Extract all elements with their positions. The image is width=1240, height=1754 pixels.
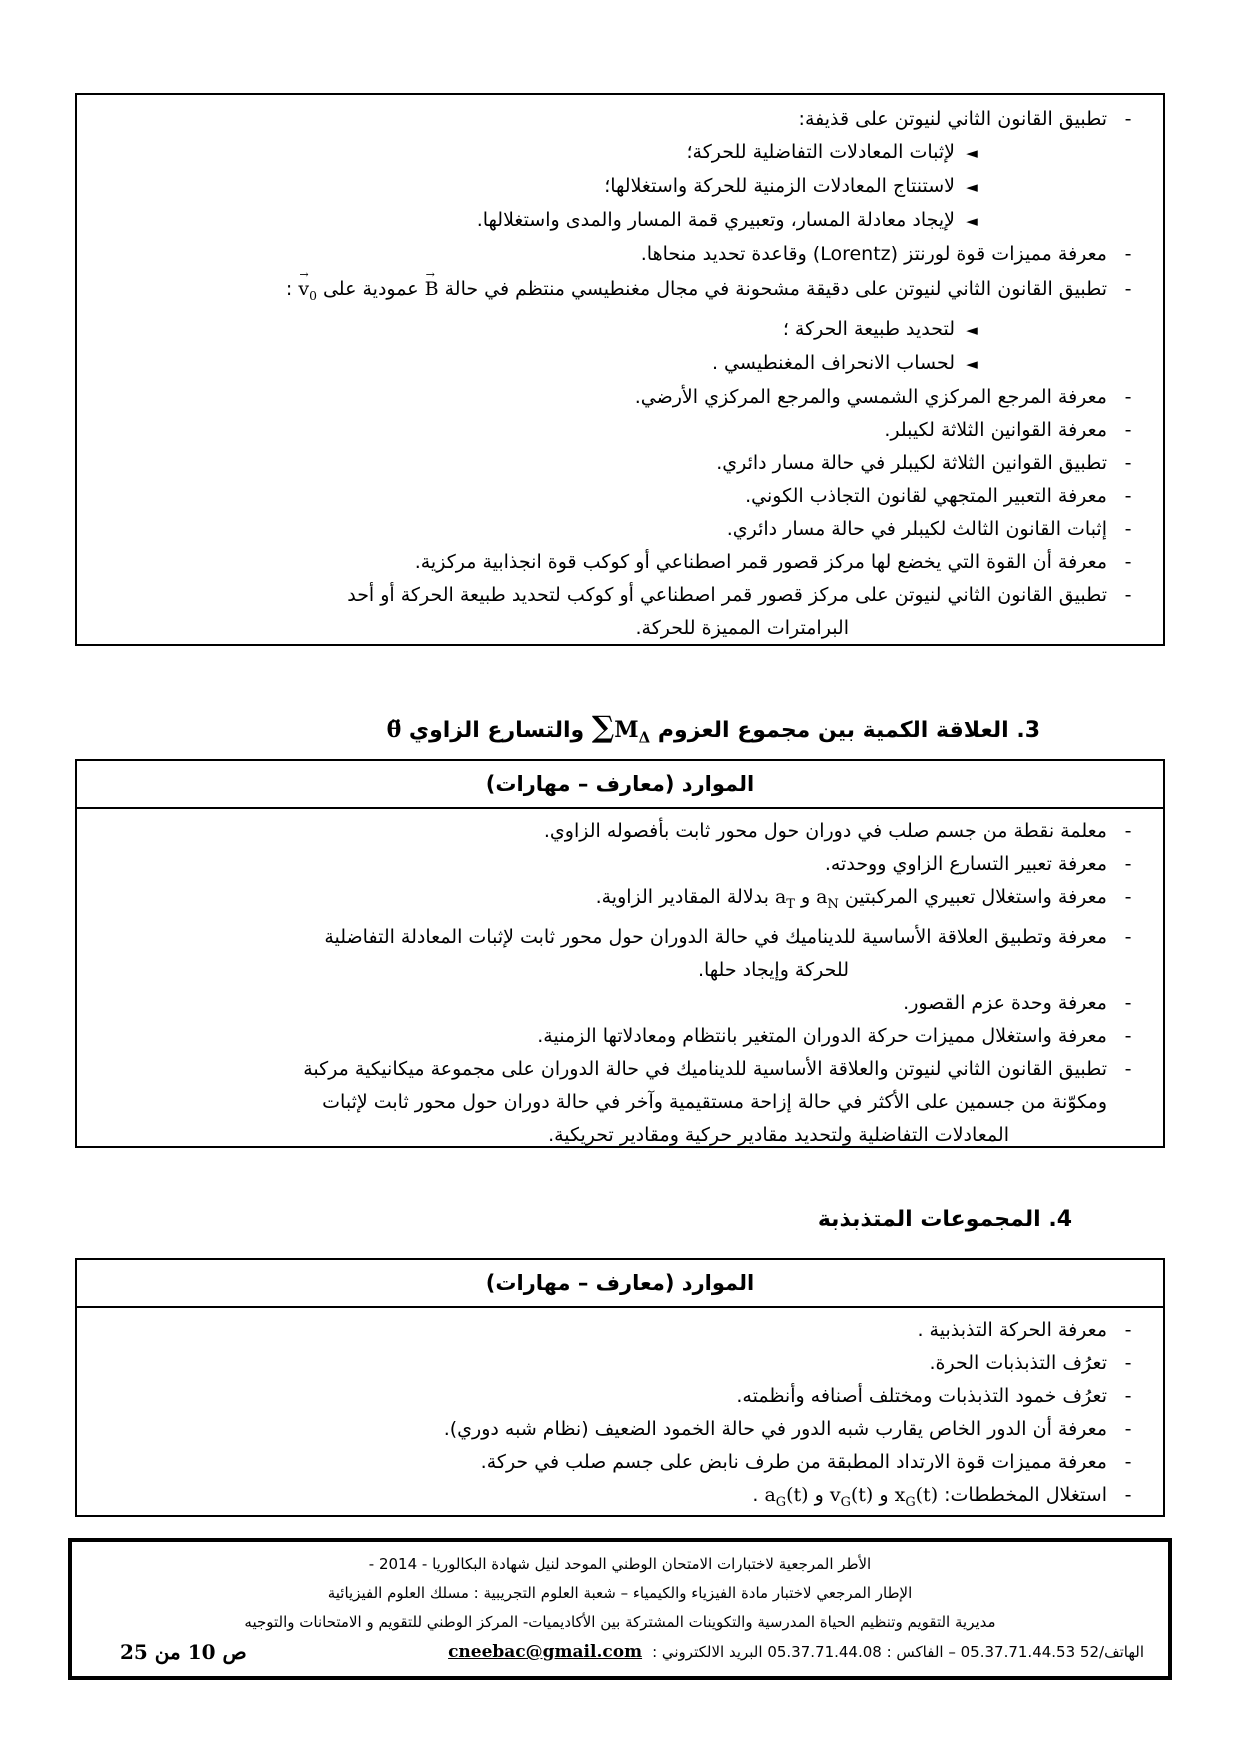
list-item	[91, 268, 1149, 313]
section-3-heading	[387, 708, 1040, 757]
footer-line-directorate: مديرية التقويم وتنظيم الحياة المدرسية والتكوينات المشتركة بين الأكاديميات- المركز الوطني للتقويم و الامتحانات والتوجيه	[244, 1613, 996, 1631]
dash-bullet: -	[1124, 583, 1132, 606]
list-item-text: معرفة مميزات قوة الارتداد المطبقة من طرف نابض على جسم صلب في حركة.	[480, 1451, 1107, 1473]
list-item-text: لتحديد طبيعة الحركة ؛	[782, 317, 955, 340]
footer-box	[68, 1538, 1172, 1680]
section-number: 3.	[1016, 718, 1040, 743]
list-subitem	[91, 204, 1149, 238]
x-G-t-graph-symbol	[894, 1484, 939, 1510]
item-text-segment: و	[808, 1484, 824, 1506]
list-item-continuation	[91, 612, 1149, 645]
item-text-segment: :	[285, 278, 293, 300]
list-item-text: معرفة وحدة عزم القصور.	[903, 991, 1107, 1014]
arrow-bullet-icon: ◄	[966, 144, 978, 162]
a-G-t-graph-symbol	[764, 1484, 809, 1510]
dash-bullet: -	[1124, 108, 1132, 130]
resources-header: الموارد (معارف – مهارات)	[77, 1260, 1163, 1308]
footer-email-link[interactable]: cneebac@gmail.com	[448, 1642, 643, 1662]
list-item	[91, 238, 1149, 271]
x-letter: x	[894, 1484, 906, 1506]
dash-bullet: -	[1124, 451, 1132, 474]
list-item	[91, 513, 1149, 546]
t-argument: (t)	[850, 1484, 874, 1506]
vector-arrow-icon: →	[425, 268, 435, 281]
list-item	[91, 579, 1149, 612]
vector-v0-symbol	[298, 268, 317, 313]
footer-line-frameworks: الأطر المرجعية لاختبارات الامتحان الوطني الموحد لنيل شهادة البكالوريا - 2014 -	[368, 1555, 872, 1573]
list-item-text: تطبيق القانون الثاني لنيوتن على مركز قصور قمر اصطناعي أو كوكب لتحديد طبيعة الحركة أو أحد	[347, 583, 1107, 606]
list-item-text: لاستنتاج المعادلات الزمنية للحركة واستغلالها؛	[604, 175, 955, 197]
list-item-text	[91, 1479, 1107, 1519]
moment-letter: M	[614, 717, 639, 743]
section-title-text: العلاقة الكمية بين مجموع العزوم	[650, 718, 1017, 743]
list-item-continuation	[91, 1086, 1149, 1119]
list-item-text: ومكوّنة من جسمين على الأكثر في حالة إزاحة مستقيمية وآخر في حالة دوران حول محور ثابت لإثبات	[322, 1090, 1107, 1113]
dash-bullet: -	[1124, 418, 1132, 441]
list-item	[91, 1053, 1149, 1086]
a-N-subscript: N	[827, 896, 839, 912]
list-item	[91, 987, 1149, 1020]
arrow-bullet-icon: ◄	[966, 354, 978, 373]
a-letter: a	[774, 886, 787, 908]
list-item-text: معرفة الحركة التذبذبية .	[917, 1319, 1107, 1341]
dash-bullet: -	[1124, 1451, 1132, 1473]
list-item	[91, 848, 1149, 881]
list-item	[91, 815, 1149, 848]
v-G-subscript: G	[840, 1494, 851, 1510]
list-item-text: البرامترات المميزة للحركة.	[635, 616, 849, 639]
list-item-text: لإيجاد معادلة المسار، وتعبيري قمة المسار والمدى واستغلالها.	[476, 209, 955, 231]
item-text-segment: و	[873, 1484, 889, 1506]
item-text-segment: .	[752, 1484, 759, 1506]
list-subitem	[91, 347, 1149, 381]
list-item	[91, 1413, 1149, 1446]
dash-bullet: -	[1124, 1352, 1132, 1374]
section-4-heading	[818, 1200, 1072, 1240]
item-text-segment: استغلال المخططات:	[938, 1484, 1107, 1506]
dash-bullet: -	[1124, 1484, 1132, 1506]
moment-subscript-delta: Δ	[638, 728, 651, 747]
arrow-bullet-icon: ◄	[966, 212, 978, 230]
arrow-bullet-icon: ◄	[966, 178, 978, 196]
a-letter: a	[816, 886, 828, 908]
list-item	[91, 447, 1149, 480]
list-item-text: تطبيق القانون الثاني لنيوتن والعلاقة الأساسية للديناميك في حالة الدوران على مجموعة ميكانيكية مركبة	[303, 1057, 1107, 1080]
resources-body	[77, 809, 1163, 1156]
list-item	[91, 381, 1149, 414]
list-subitem	[91, 136, 1149, 170]
footer-phone-fax-text: الهاتف/52 05.37.71.44.53 – الفاكس : 05.37.71.44.08 البريد الالكتروني :	[652, 1643, 1144, 1661]
dash-bullet: -	[1124, 243, 1132, 265]
footer-line-contact	[72, 1637, 1168, 1668]
list-item-text: تعرُف خمود التذبذبات ومختلف أصنافه وأنظمته.	[736, 1385, 1107, 1407]
resources-box-continued	[75, 93, 1165, 646]
vector-v-letter: v	[298, 278, 310, 300]
t-argument: (t)	[786, 1484, 809, 1506]
resources-header: الموارد (معارف – مهارات)	[77, 761, 1163, 809]
list-subitem	[91, 170, 1149, 204]
dash-bullet: -	[1124, 820, 1132, 842]
a-T-subscript: T	[786, 896, 795, 912]
vector-B-symbol	[424, 268, 439, 306]
a-N-component-symbol	[816, 886, 839, 912]
list-item-text: معلمة نقطة من جسم صلب في دوران حول محور ثابت بأفصوله الزاوي.	[543, 820, 1107, 842]
dash-bullet: -	[1124, 484, 1132, 507]
list-item-text: معرفة المرجع المركزي الشمسي والمرجع المركزي الأرضي.	[634, 385, 1107, 408]
sum-of-moments-formula	[591, 710, 651, 747]
v-G-t-graph-symbol	[829, 1484, 874, 1510]
dash-bullet: -	[1124, 550, 1132, 573]
item-text-segment: بدلالة المقادير الزاوية.	[595, 886, 769, 908]
list-item-text: لإثبات المعادلات التفاضلية للحركة؛	[686, 141, 955, 163]
list-item-text: معرفة التعبير المتجهي لقانون التجاذب الكوني.	[745, 484, 1107, 507]
list-item-text: معرفة أن القوة التي يخضع لها مركز قصور قمر اصطناعي أو كوكب قوة انجذابية مركزية.	[414, 550, 1107, 573]
item-text-segment: و	[794, 886, 811, 908]
section-number: 4.	[1048, 1207, 1072, 1232]
list-item-text: المعادلات التفاضلية ولتحديد مقادير حركية ومقادير تحريكية.	[548, 1123, 1009, 1146]
dash-bullet: -	[1124, 1057, 1132, 1080]
list-item-text: تعرُف التذبذبات الحرة.	[929, 1352, 1107, 1374]
list-item	[91, 103, 1149, 136]
sigma-symbol: ∑	[591, 710, 615, 745]
list-item-text: للحركة وإيجاد حلها.	[697, 958, 849, 981]
list-item-text: معرفة أن الدور الخاص يقارب شبه الدور في حالة الخمود الضعيف (نظام شبه دوري).	[443, 1418, 1107, 1440]
dash-bullet: -	[1124, 1418, 1132, 1440]
dash-bullet: -	[1124, 991, 1132, 1014]
angular-acceleration-theta: θ̈	[386, 717, 402, 743]
list-item	[91, 1479, 1149, 1519]
list-item-text: معرفة تعبير التسارع الزاوي ووحدته.	[824, 853, 1107, 875]
resources-box-section-3	[75, 759, 1165, 1148]
list-item	[91, 1020, 1149, 1053]
a-letter: a	[764, 1484, 776, 1506]
list-item-continuation	[91, 1119, 1149, 1152]
list-item	[91, 1347, 1149, 1380]
list-item	[91, 1314, 1149, 1347]
vector-arrow-icon: →	[299, 268, 309, 281]
list-item-text: معرفة مميزات قوة لورنتز (Lorentz) وقاعدة تحديد منحاها.	[640, 243, 1107, 265]
list-item-text: لحساب الانحراف المغنطيسي .	[711, 351, 955, 374]
list-subitem	[91, 313, 1149, 347]
resources-body	[77, 1308, 1163, 1523]
list-item-continuation	[91, 954, 1149, 987]
dash-bullet: -	[1124, 886, 1132, 908]
dash-bullet: -	[1124, 925, 1132, 948]
vector-B-letter: B	[424, 278, 439, 300]
a-T-component-symbol	[774, 886, 795, 912]
list-item-text: معرفة وتطبيق العلاقة الأساسية للديناميك في حالة الدوران حول محور ثابت لإثبات المعادلة التفاضلية	[324, 925, 1107, 948]
footer-line-subject: الإطار المرجعي لاختبار مادة الفيزياء والكيمياء – شعبة العلوم التجريبية : مسلك العلوم الفيزيائية	[327, 1584, 913, 1602]
list-item-text: معرفة القوانين الثلاثة لكيبلر.	[884, 418, 1107, 441]
item-text-segment: تطبيق القانون الثاني لنيوتن على دقيقة مشحونة في مجال مغنطيسي منتظم في حالة	[438, 278, 1107, 300]
list-item	[91, 414, 1149, 447]
list-item-text	[91, 881, 1107, 921]
list-item-text	[91, 268, 1107, 313]
dash-bullet: -	[1124, 1319, 1132, 1341]
list-item-text: إثبات القانون الثالث لكيبلر في حالة مسار دائري.	[726, 517, 1107, 540]
section-title-text: المجموعات المتذبذبة	[817, 1207, 1049, 1232]
dash-bullet: -	[1124, 1024, 1132, 1047]
item-text-segment: عمودية على	[316, 278, 419, 300]
list-item	[91, 1446, 1149, 1479]
list-item	[91, 881, 1149, 921]
list-item	[91, 480, 1149, 513]
list-item-text: معرفة واستغلال مميزات حركة الدوران المتغير بانتظام ومعادلاتها الزمنية.	[537, 1024, 1107, 1047]
t-argument: (t)	[915, 1484, 939, 1506]
arrow-bullet-icon: ◄	[966, 320, 978, 339]
dash-bullet: -	[1124, 278, 1132, 300]
v-letter: v	[829, 1484, 841, 1506]
item-text-segment: معرفة واستغلال تعبيري المركبتين	[838, 886, 1107, 908]
dash-bullet: -	[1124, 517, 1132, 540]
list-item	[91, 546, 1149, 579]
vector-v-subscript: 0	[309, 288, 317, 303]
a-G-subscript: G	[775, 1494, 787, 1510]
dash-bullet: -	[1124, 1385, 1132, 1407]
list-item	[91, 921, 1149, 954]
list-item	[91, 1380, 1149, 1413]
dash-bullet: -	[1124, 385, 1132, 408]
resources-box-section-4	[75, 1258, 1165, 1517]
dash-bullet: -	[1124, 853, 1132, 875]
list-item-text: تطبيق القوانين الثلاثة لكيبلر في حالة مسار دائري.	[716, 451, 1107, 474]
x-G-subscript: G	[905, 1494, 916, 1510]
page-number: ص 10 من 25	[120, 1640, 247, 1664]
section-title-text: والتسارع الزاوي	[401, 718, 592, 743]
list-item-text: تطبيق القانون الثاني لنيوتن على قذيفة:	[798, 108, 1107, 130]
